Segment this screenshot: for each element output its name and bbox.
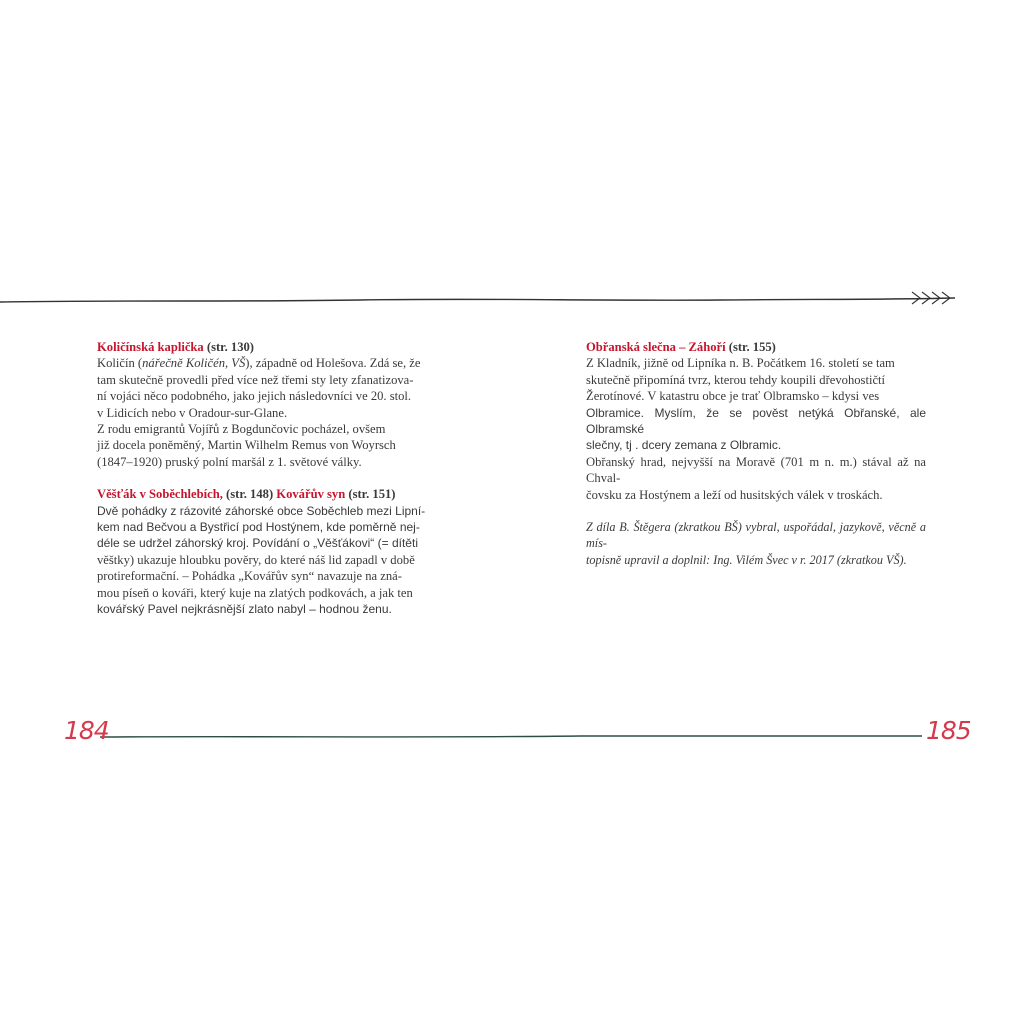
paragraph-line: Količín (nářečně Količén, VŠ), západně od Holešova. Zdá se, že: [97, 356, 421, 371]
paragraph-line: věštky) ukazuje hloubku pověry, do které náš lid zapadl v době: [97, 552, 415, 567]
paragraph-line: Z rodu emigrantů Vojířů z Bogdunčovic pocházel, ovšem: [97, 422, 386, 437]
heading-page-ref: (str. 155): [728, 340, 776, 354]
page-number-right: 185: [926, 716, 971, 745]
paragraph-line: čovsku za Hostýnem a leží od husitských válek v troskách.: [586, 487, 883, 502]
paragraph-line: déle se udržel záhorský kroj. Povídání o „Věšťákovi“ (= dítěti: [97, 536, 418, 551]
paragraph-line: již docela poněměný, Martin Wilhelm Remus von Woyrsch: [97, 438, 396, 453]
paragraph-line: Olbramice. Myslím, že se pověst netýká Obřanské, ale Olbramské: [586, 405, 926, 437]
credit-line: Z díla B. Štěgera (zkratkou BŠ) vybral, uspořádal, jazykově, věcně a mís-: [586, 520, 926, 551]
heading-title: Věšťák v Soběchlebích,: [97, 487, 223, 502]
heading-page-ref: (str. 151): [348, 487, 396, 502]
paragraph-line: skutečně připomíná tvrz, kterou tehdy koupili dřevohostičtí: [586, 372, 886, 387]
top-rule: [0, 298, 955, 302]
section-heading-kolicinska-kaplicka: [97, 339, 441, 355]
paragraph-line: Z Kladník, jižně od Lipníka n. B. Počátkem 16. století se tam: [586, 356, 895, 371]
paragraph-line: slečny, tj . dcery zemana z Olbramic.: [586, 438, 782, 453]
credit-line: topisně upravil a doplnil: Ing. Vilém Švec v r. 2017 (zkratkou VŠ).: [586, 552, 907, 567]
paragraph-line: ní vojáci něco podobného, jako jejich následovníci ve 20. stol.: [97, 389, 412, 404]
paragraph-line: mou píseň o kováři, který kuje na zlatých podkovách, a jak ten: [97, 585, 413, 600]
heading-page-ref: (str. 148): [226, 487, 274, 502]
heading-title: Količínská kaplička: [97, 340, 204, 354]
paragraph-line: kem nad Bečvou a Bystřicí pod Hostýnem, kde poměrně nej-: [97, 520, 420, 535]
section-heading-obranska-slecna: [586, 339, 926, 355]
paragraph-line: protireformační. – Pohádka „Kovářův syn“ navazuje na zná-: [97, 569, 402, 584]
paragraph-line: Obřanský hrad, nejvyšší na Moravě (701 m n. m.) stával až na Chval-: [586, 454, 926, 486]
paragraph-line: Žerotínové. V katastru obce je trať Olbramsko – kdysi ves: [586, 389, 880, 404]
paragraph-line: kovářský Pavel nejkrásnější zlato nabyl – hodnou ženu.: [97, 602, 392, 617]
paragraph-line: (1847–1920) pruský polní maršál z 1. světové války.: [97, 454, 362, 469]
section-heading-vestak-kovaruv-syn: [97, 486, 441, 502]
heading-page-ref: (str. 130): [206, 340, 254, 354]
heading-title: Obřanská slečna – Záhoří: [586, 340, 726, 354]
heading-title: Kovářův syn: [276, 487, 346, 502]
bottom-rule: [100, 736, 922, 737]
left-page-text: [97, 339, 441, 618]
page-number-left: 184: [64, 716, 109, 745]
paragraph-line: v Lidicích nebo v Oradour-sur-Glane.: [97, 405, 288, 420]
right-page-text: [586, 339, 926, 568]
paragraph-line: Dvě pohádky z rázovité záhorské obce Soběchleb mezi Lipní-: [97, 503, 426, 518]
paragraph-line: tam skutečně provedli před více než třemi sty lety zfanatizova-: [97, 372, 414, 387]
